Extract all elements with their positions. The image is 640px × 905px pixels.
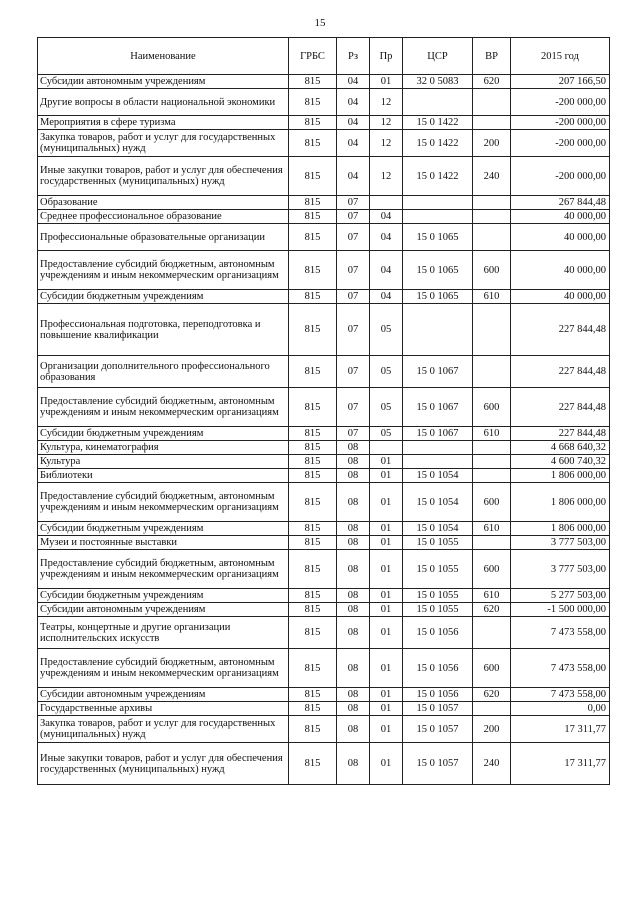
table-row [38, 743, 610, 785]
row-name: Среднее профессиональное образование [38, 210, 289, 224]
row-vr: 620 [473, 603, 511, 617]
row-grbs: 815 [289, 89, 337, 116]
row-csr [403, 441, 473, 455]
row-vr [473, 441, 511, 455]
row-vr [473, 536, 511, 550]
row-csr [403, 196, 473, 210]
table-row [38, 388, 610, 427]
row-csr: 15 0 1055 [403, 536, 473, 550]
row-rz: 08 [337, 716, 370, 743]
row-vr: 610 [473, 427, 511, 441]
row-rz: 07 [337, 304, 370, 356]
table-row [38, 617, 610, 649]
row-rz: 08 [337, 702, 370, 716]
row-csr: 15 0 1067 [403, 388, 473, 427]
row-csr: 15 0 1065 [403, 290, 473, 304]
row-pr [370, 441, 403, 455]
row-name: Мероприятия в сфере туризма [38, 116, 289, 130]
table-row [38, 483, 610, 522]
row-amount: 40 000,00 [511, 290, 610, 304]
row-pr: 01 [370, 716, 403, 743]
row-amount: 40 000,00 [511, 210, 610, 224]
row-grbs: 815 [289, 210, 337, 224]
row-amount: 40 000,00 [511, 224, 610, 251]
row-csr: 15 0 1057 [403, 716, 473, 743]
row-name: Другие вопросы в области национальной экономики [38, 89, 289, 116]
row-pr: 01 [370, 649, 403, 688]
row-grbs: 815 [289, 702, 337, 716]
row-amount: 17 311,77 [511, 716, 610, 743]
row-name: Субсидии автономным учреждениям [38, 688, 289, 702]
table-row [38, 688, 610, 702]
row-amount: 207 166,50 [511, 75, 610, 89]
row-csr: 15 0 1067 [403, 356, 473, 388]
row-pr: 01 [370, 455, 403, 469]
row-pr: 04 [370, 290, 403, 304]
row-name: Культура [38, 455, 289, 469]
table-row [38, 210, 610, 224]
row-amount: 1 806 000,00 [511, 522, 610, 536]
row-csr: 32 0 5083 [403, 75, 473, 89]
row-name: Профессиональные образовательные организации [38, 224, 289, 251]
row-pr: 01 [370, 469, 403, 483]
row-name: Образование [38, 196, 289, 210]
row-pr: 01 [370, 75, 403, 89]
header-year: 2015 год [511, 38, 610, 75]
row-vr: 600 [473, 550, 511, 589]
header-grbs: ГРБС [289, 38, 337, 75]
row-name: Закупка товаров, работ и услуг для государственных (муниципальных) нужд [38, 716, 289, 743]
row-grbs: 815 [289, 251, 337, 290]
row-rz: 08 [337, 688, 370, 702]
row-grbs: 815 [289, 522, 337, 536]
row-csr: 15 0 1422 [403, 130, 473, 157]
row-csr: 15 0 1067 [403, 427, 473, 441]
row-pr: 05 [370, 356, 403, 388]
row-grbs: 815 [289, 716, 337, 743]
row-csr [403, 304, 473, 356]
row-csr: 15 0 1056 [403, 688, 473, 702]
row-amount: 227 844,48 [511, 388, 610, 427]
row-vr [473, 617, 511, 649]
row-csr: 15 0 1056 [403, 617, 473, 649]
row-vr: 610 [473, 290, 511, 304]
row-pr: 01 [370, 483, 403, 522]
row-grbs: 815 [289, 290, 337, 304]
row-rz: 08 [337, 589, 370, 603]
row-grbs: 815 [289, 196, 337, 210]
header-vr: ВР [473, 38, 511, 75]
row-rz: 08 [337, 550, 370, 589]
row-rz: 07 [337, 210, 370, 224]
header-rz: Рз [337, 38, 370, 75]
row-csr: 15 0 1065 [403, 251, 473, 290]
header-csr: ЦСР [403, 38, 473, 75]
row-pr: 04 [370, 224, 403, 251]
row-rz: 07 [337, 224, 370, 251]
row-grbs: 815 [289, 427, 337, 441]
row-rz: 07 [337, 251, 370, 290]
row-vr [473, 304, 511, 356]
row-amount: -200 000,00 [511, 130, 610, 157]
table-row [38, 130, 610, 157]
row-grbs: 815 [289, 589, 337, 603]
row-grbs: 815 [289, 388, 337, 427]
row-grbs: 815 [289, 536, 337, 550]
row-vr: 600 [473, 388, 511, 427]
row-name: Иные закупки товаров, работ и услуг для обеспечения государственных (муниципальных) нужд [38, 743, 289, 785]
table-row [38, 550, 610, 589]
row-rz: 07 [337, 427, 370, 441]
row-name: Музеи и постоянные выставки [38, 536, 289, 550]
row-amount: 227 844,48 [511, 427, 610, 441]
row-rz: 08 [337, 522, 370, 536]
row-rz: 08 [337, 536, 370, 550]
row-pr: 01 [370, 603, 403, 617]
row-vr [473, 196, 511, 210]
row-name: Субсидии бюджетным учреждениям [38, 522, 289, 536]
row-name: Предоставление субсидий бюджетным, автономным учреждениям и иным некоммерческим организациям [38, 483, 289, 522]
row-csr: 15 0 1057 [403, 743, 473, 785]
table-row [38, 224, 610, 251]
row-amount: 1 806 000,00 [511, 469, 610, 483]
row-grbs: 815 [289, 224, 337, 251]
table-row [38, 356, 610, 388]
row-csr: 15 0 1054 [403, 522, 473, 536]
row-name: Организации дополнительного профессионального образования [38, 356, 289, 388]
row-pr [370, 196, 403, 210]
row-amount: 267 844,48 [511, 196, 610, 210]
row-amount: 7 473 558,00 [511, 617, 610, 649]
row-grbs: 815 [289, 649, 337, 688]
row-csr: 15 0 1055 [403, 603, 473, 617]
row-amount: 4 600 740,32 [511, 455, 610, 469]
row-rz: 04 [337, 89, 370, 116]
row-amount: 3 777 503,00 [511, 550, 610, 589]
row-amount: -200 000,00 [511, 116, 610, 130]
row-vr: 620 [473, 75, 511, 89]
row-grbs: 815 [289, 603, 337, 617]
row-pr: 12 [370, 157, 403, 196]
row-rz: 08 [337, 617, 370, 649]
table-row [38, 196, 610, 210]
row-rz: 07 [337, 388, 370, 427]
row-grbs: 815 [289, 469, 337, 483]
row-amount: -200 000,00 [511, 89, 610, 116]
row-pr: 01 [370, 702, 403, 716]
row-name: Субсидии бюджетным учреждениям [38, 290, 289, 304]
row-rz: 08 [337, 483, 370, 522]
row-rz: 08 [337, 441, 370, 455]
row-amount: 227 844,48 [511, 356, 610, 388]
page-number: 15 [314, 17, 326, 29]
row-grbs: 815 [289, 688, 337, 702]
row-rz: 08 [337, 469, 370, 483]
row-name: Закупка товаров, работ и услуг для государственных (муниципальных) нужд [38, 130, 289, 157]
header-pr: Пр [370, 38, 403, 75]
row-vr: 600 [473, 251, 511, 290]
header-name: Наименование [38, 38, 289, 75]
row-name: Предоставление субсидий бюджетным, автономным учреждениям и иным некоммерческим организациям [38, 251, 289, 290]
row-pr: 01 [370, 522, 403, 536]
row-grbs: 815 [289, 157, 337, 196]
row-pr: 01 [370, 617, 403, 649]
row-pr: 01 [370, 589, 403, 603]
row-vr [473, 224, 511, 251]
table-row [38, 290, 610, 304]
table-row [38, 536, 610, 550]
table-row [38, 89, 610, 116]
table-row [38, 603, 610, 617]
row-csr: 15 0 1056 [403, 649, 473, 688]
row-name: Предоставление субсидий бюджетным, автономным учреждениям и иным некоммерческим организациям [38, 388, 289, 427]
table-row [38, 455, 610, 469]
row-amount: 1 806 000,00 [511, 483, 610, 522]
row-amount: 0,00 [511, 702, 610, 716]
row-pr: 01 [370, 536, 403, 550]
row-vr: 600 [473, 649, 511, 688]
row-name: Профессиональная подготовка, переподготовка и повышение квалификации [38, 304, 289, 356]
row-pr: 05 [370, 427, 403, 441]
table-row [38, 589, 610, 603]
row-grbs: 815 [289, 743, 337, 785]
row-rz: 08 [337, 649, 370, 688]
budget-table [37, 37, 610, 785]
row-rz: 08 [337, 455, 370, 469]
table-row [38, 716, 610, 743]
row-csr: 15 0 1422 [403, 116, 473, 130]
table-row [38, 75, 610, 89]
table-row [38, 522, 610, 536]
row-name: Театры, концертные и другие организации исполнительских искусств [38, 617, 289, 649]
row-csr [403, 89, 473, 116]
row-vr: 600 [473, 483, 511, 522]
table-header-row [38, 38, 610, 75]
table-row [38, 441, 610, 455]
row-vr [473, 455, 511, 469]
row-grbs: 815 [289, 356, 337, 388]
row-grbs: 815 [289, 455, 337, 469]
row-name: Библиотеки [38, 469, 289, 483]
row-vr: 200 [473, 130, 511, 157]
row-name: Субсидии автономным учреждениям [38, 75, 289, 89]
row-grbs: 815 [289, 304, 337, 356]
row-amount: 3 777 503,00 [511, 536, 610, 550]
row-csr: 15 0 1054 [403, 469, 473, 483]
row-pr: 04 [370, 251, 403, 290]
row-vr [473, 116, 511, 130]
row-csr: 15 0 1054 [403, 483, 473, 522]
row-amount: -1 500 000,00 [511, 603, 610, 617]
row-grbs: 815 [289, 617, 337, 649]
row-name: Государственные архивы [38, 702, 289, 716]
row-amount: 227 844,48 [511, 304, 610, 356]
row-rz: 08 [337, 743, 370, 785]
row-pr: 01 [370, 688, 403, 702]
row-csr [403, 455, 473, 469]
row-amount: 17 311,77 [511, 743, 610, 785]
row-name: Иные закупки товаров, работ и услуг для обеспечения государственных (муниципальных) нужд [38, 157, 289, 196]
row-vr [473, 356, 511, 388]
row-pr: 01 [370, 550, 403, 589]
row-pr: 05 [370, 304, 403, 356]
row-rz: 07 [337, 196, 370, 210]
row-vr: 240 [473, 743, 511, 785]
row-name: Культура, кинематография [38, 441, 289, 455]
row-rz: 07 [337, 356, 370, 388]
row-amount: 7 473 558,00 [511, 649, 610, 688]
row-name: Предоставление субсидий бюджетным, автономным учреждениям и иным некоммерческим организациям [38, 649, 289, 688]
row-rz: 08 [337, 603, 370, 617]
row-name: Предоставление субсидий бюджетным, автономным учреждениям и иным некоммерческим организациям [38, 550, 289, 589]
row-grbs: 815 [289, 116, 337, 130]
row-vr: 610 [473, 589, 511, 603]
row-grbs: 815 [289, 483, 337, 522]
row-grbs: 815 [289, 75, 337, 89]
row-csr: 15 0 1422 [403, 157, 473, 196]
row-vr: 240 [473, 157, 511, 196]
row-grbs: 815 [289, 441, 337, 455]
row-name: Субсидии бюджетным учреждениям [38, 589, 289, 603]
row-csr [403, 210, 473, 224]
row-vr: 200 [473, 716, 511, 743]
row-grbs: 815 [289, 130, 337, 157]
table-body [38, 75, 610, 785]
table-row [38, 649, 610, 688]
row-grbs: 815 [289, 550, 337, 589]
table-row [38, 702, 610, 716]
row-pr: 01 [370, 743, 403, 785]
row-rz: 04 [337, 116, 370, 130]
row-rz: 04 [337, 75, 370, 89]
table-row [38, 304, 610, 356]
row-amount: 5 277 503,00 [511, 589, 610, 603]
row-pr: 05 [370, 388, 403, 427]
row-csr: 15 0 1055 [403, 550, 473, 589]
row-amount: 40 000,00 [511, 251, 610, 290]
row-rz: 04 [337, 157, 370, 196]
row-pr: 12 [370, 130, 403, 157]
row-rz: 04 [337, 130, 370, 157]
row-pr: 04 [370, 210, 403, 224]
table-row [38, 116, 610, 130]
row-csr: 15 0 1057 [403, 702, 473, 716]
row-name: Субсидии автономным учреждениям [38, 603, 289, 617]
row-vr [473, 89, 511, 116]
row-amount: 7 473 558,00 [511, 688, 610, 702]
row-amount: 4 668 640,32 [511, 441, 610, 455]
row-csr: 15 0 1065 [403, 224, 473, 251]
table-row [38, 427, 610, 441]
table-row [38, 469, 610, 483]
row-amount: -200 000,00 [511, 157, 610, 196]
row-vr [473, 469, 511, 483]
row-rz: 07 [337, 290, 370, 304]
row-pr: 12 [370, 89, 403, 116]
table-row [38, 157, 610, 196]
table-row [38, 251, 610, 290]
row-csr: 15 0 1055 [403, 589, 473, 603]
row-vr [473, 210, 511, 224]
row-name: Субсидии бюджетным учреждениям [38, 427, 289, 441]
row-vr [473, 702, 511, 716]
row-pr: 12 [370, 116, 403, 130]
row-vr: 620 [473, 688, 511, 702]
row-vr: 610 [473, 522, 511, 536]
